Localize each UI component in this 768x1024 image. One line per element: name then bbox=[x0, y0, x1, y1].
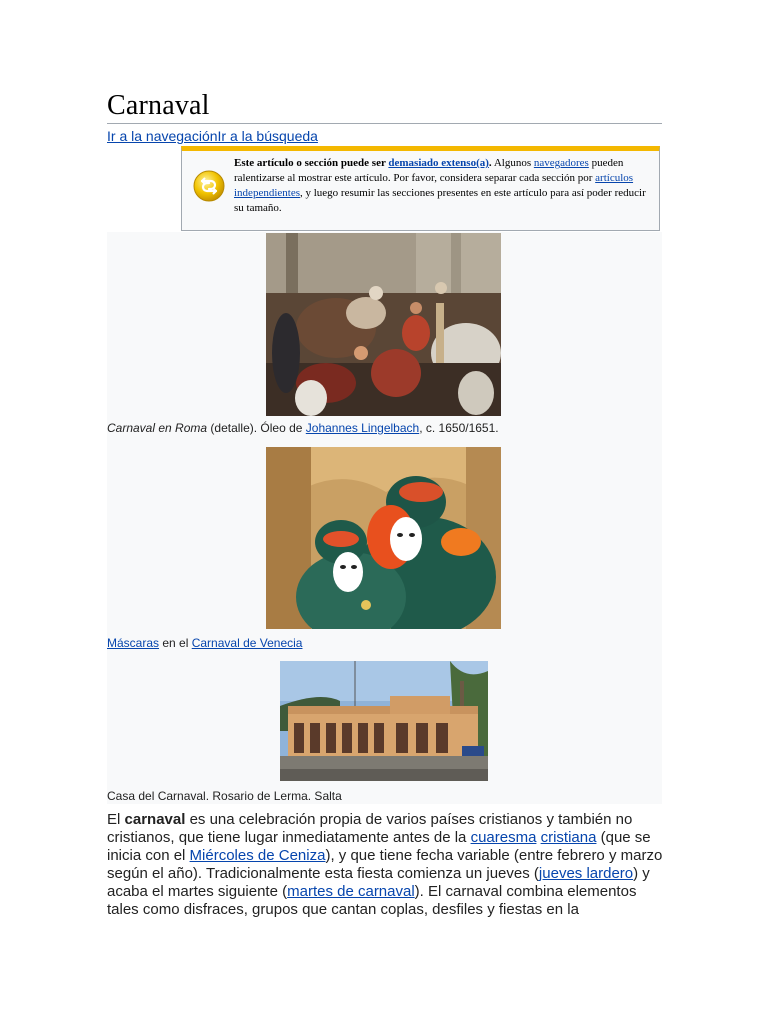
jump-links bbox=[107, 127, 318, 145]
notice-text: Este artículo o sección puede ser demasiado extenso(a). Algunos navegadores pueden ralentizarse al mostrar este artículo. Por favor, considera separar cada sección por artículos independientes, y luego resumir las secciones presentes en este artículo para así poder reducir su tamaño. bbox=[234, 157, 646, 214]
carnaval-en-roma-caption: Carnaval en Roma (detalle). Óleo de Johannes Lingelbach, c. 1650/1651. bbox=[107, 421, 499, 435]
martes-de-carnaval-link[interactable]: martes de carnaval bbox=[287, 883, 415, 900]
venice-masks-photo bbox=[266, 447, 501, 629]
casa-del-carnaval-caption: Casa del Carnaval. Rosario de Lerma. Salta bbox=[107, 789, 342, 803]
article-too-long-notice bbox=[181, 146, 660, 231]
carnaval-en-roma-image[interactable] bbox=[266, 233, 501, 416]
expand-article-icon bbox=[193, 170, 225, 202]
mascaras-link[interactable]: Máscaras bbox=[107, 636, 160, 650]
venice-masks-caption: Máscaras en el Carnaval de Venecia bbox=[107, 636, 303, 650]
jump-to-search-link[interactable]: Ir a la búsqueda bbox=[217, 128, 318, 144]
intro-paragraph: El carnaval es una celebración propia de varios países cristianos y también no cristianos, que tiene lugar inmediatamente antes de la cuaresma cristiana (que se inicia con el Miércoles de Ceniza), y que tiene fecha variable (entre febrero y marzo según el año). Tradicionalmente esta fiesta comienza un jueves (jueves lardero) y acaba el martes siguiente (martes de carnaval). El carnaval combina elementos tales como disfraces, grupos que cantan coplas, desfiles y fiestas en la bbox=[107, 811, 663, 918]
miercoles-de-ceniza-link[interactable]: Miércoles de Ceniza bbox=[189, 847, 326, 864]
carnaval-de-venecia-link[interactable]: Carnaval de Venecia bbox=[191, 636, 303, 650]
venice-masks-image[interactable] bbox=[266, 447, 501, 629]
carnaval-en-roma-painting bbox=[266, 233, 501, 416]
casa-del-carnaval-image[interactable] bbox=[280, 661, 488, 781]
jueves-lardero-link[interactable]: jueves lardero bbox=[538, 865, 634, 882]
independent-articles-link[interactable]: artículos independientes bbox=[234, 172, 634, 199]
jump-to-navigation-link[interactable]: Ir a la navegación bbox=[107, 128, 218, 144]
cristiana-link[interactable]: cristiana bbox=[540, 829, 597, 846]
browsers-link[interactable]: navegadores bbox=[533, 157, 589, 169]
johannes-lingelbach-link[interactable]: Johannes Lingelbach bbox=[305, 421, 420, 435]
page-title: Carnaval bbox=[107, 90, 210, 121]
title-divider bbox=[107, 123, 662, 124]
too-long-link[interactable]: demasiado extenso(a) bbox=[388, 157, 489, 169]
cuaresma-link[interactable]: cuaresma bbox=[470, 829, 537, 846]
casa-del-carnaval-photo bbox=[280, 661, 488, 781]
